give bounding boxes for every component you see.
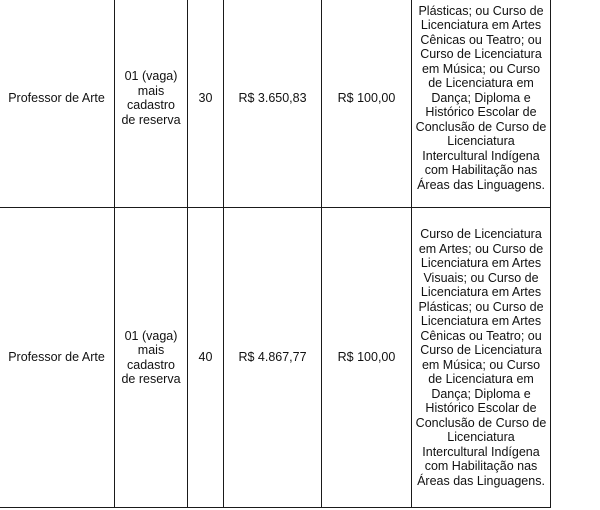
cargo-cell: Professor de Arte [0, 208, 115, 508]
cargo-cell: Professor de Arte [0, 0, 115, 208]
table-row [0, 0, 551, 208]
taxa-inscricao-cell: R$ 100,00 [322, 208, 412, 508]
carga-horaria-cell: 40 [188, 208, 224, 508]
taxa-inscricao-cell: R$ 100,00 [322, 0, 412, 208]
table-row [0, 208, 551, 508]
vagas-cell: 01 (vaga) mais cadastro de reserva [115, 0, 188, 208]
vencimento-cell: R$ 4.867,77 [224, 208, 322, 508]
vagas-cell: 01 (vaga) mais cadastro de reserva [115, 208, 188, 508]
carga-horaria-cell: 30 [188, 0, 224, 208]
vencimento-cell: R$ 3.650,83 [224, 0, 322, 208]
requisitos-cell: Curso de Licenciatura em Artes; ou Curso de Licenciatura em Artes Visuais; ou Curso de Licenciatura em Artes Plásticas; ou Curso de Licenciatura em Artes Cênicas ou Teatro; ou Curso de Licenciatura em Música; ou Curso de Licenciatura em Dança; Diploma e Histórico Escolar de Conclusão de Curso de Licenciatura Intercultural Indígena com Habilitação nas Áreas das Linguagens. [412, 208, 551, 508]
requisitos-cell: Plásticas; ou Curso de Licenciatura em Artes Cênicas ou Teatro; ou Curso de Licenciatura em Música; ou Curso de Licenciatura em Dança; Diploma e Histórico Escolar de Conclusão de Curso de Licenciatura Intercultural Indígena com Habilitação nas Áreas das Linguagens. [412, 0, 551, 208]
